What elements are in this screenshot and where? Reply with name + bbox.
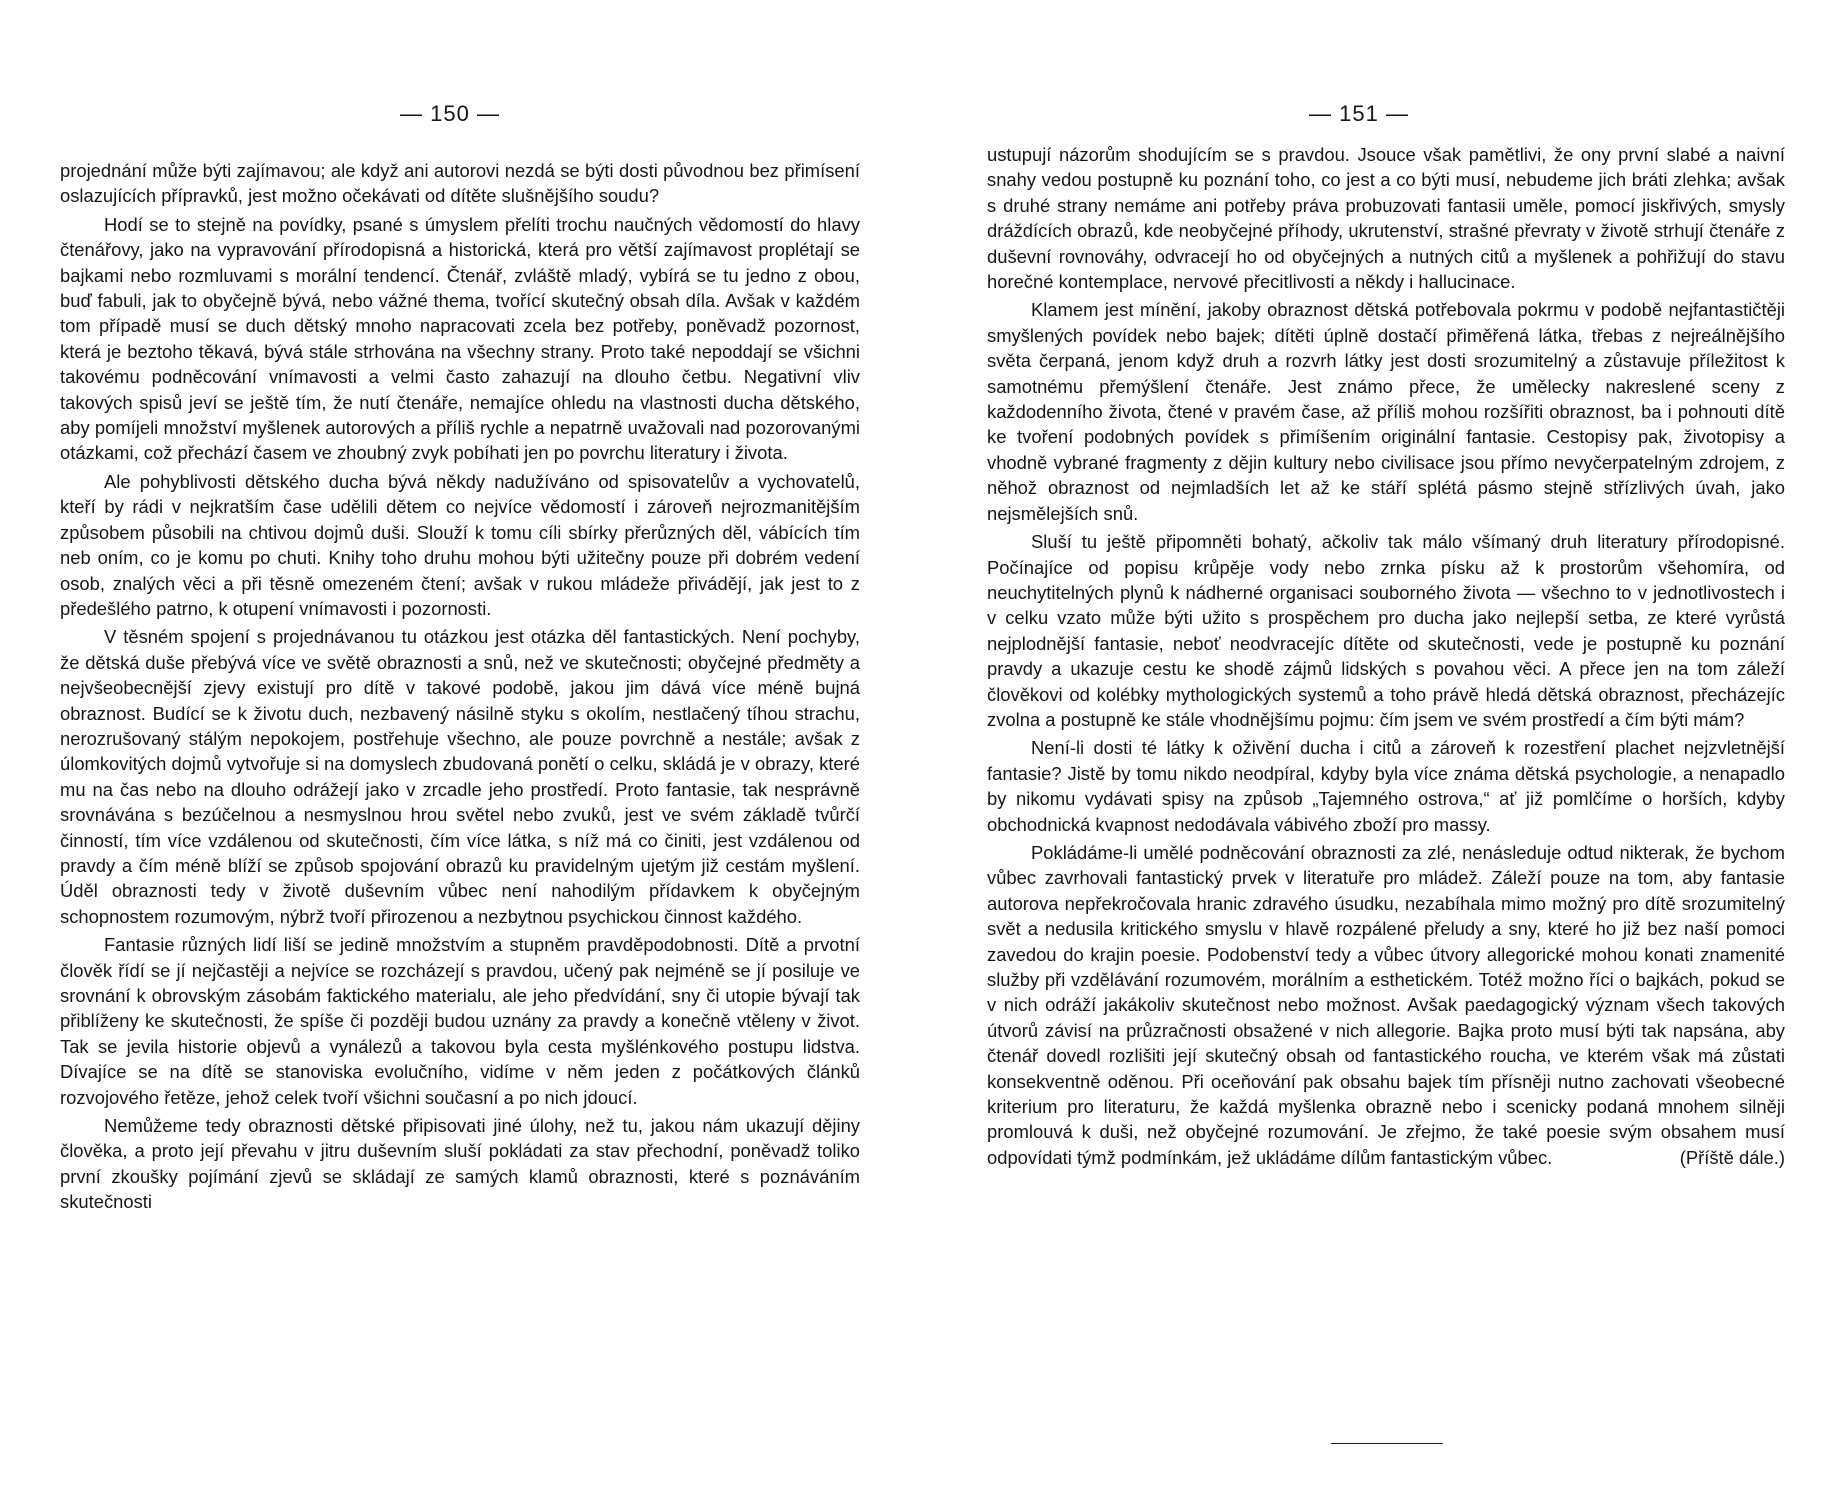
continuation-note: (Příště dále.)	[1679, 1146, 1785, 1168]
paragraph: Není-li dosti té látky k oživění ducha i citů a zároveň k rozestření plachet nejzvletnější fantasie? Jistě by tomu nikdo neodpíral, kdyby byla více známa dětská psychologie, a nenapadlo by nikomu vydávati spisy na způsob „Tajemného ostrova,“ ať již pomlčíme o horších, kdyby obchodnická kvapnost nedodávala vábivého zboží pro massy.	[987, 737, 1785, 835]
final-paragraph	[987, 840, 1785, 1170]
paragraph: projednání může býti zajímavou; ale když ani autorovi nezdá se býti dosti původnou bez přimísení oslazujících přípravků, jest možno očekávati od dítěte slušnějšího soudu?	[60, 160, 860, 207]
page-number: — 150 —	[400, 101, 500, 126]
paragraph: Hodí se to stejně na povídky, psané s úmyslem přelíti trochu naučných vědomostí do hlavy čtenářovy, jako na vypravování přírodopisná a historická, která pro větší zajímavost proplétají se bajkami nebo rozmluvami s morální tendencí. Čtenář, zvláště mladý, vybírá se tu jedno z obou, buď fabuli, jak to obyčejně bývá, nebo vážné thema, tvořící skutečný obsah díla. Avšak v každém tom případě musí se duch dětský mnoho napracovati zcela bez potřeby, poněvadž pozornost, která je beztoho těkavá, bývá stále strhována na všechny strany. Proto také nepoddají se všichni takovému podněcování vnímavosti a velmi často zahazují na dlouho četbu. Negativní vliv takových spisů jeví se ještě tím, že nutí čtenáře, nemajíce ohledu na vlastnosti ducha dětského, aby pomíjeli množství myšlenek autorových a příliš rychle a nepatrně uvažovali nad pozorovanými otázkami, což přechází časem ve zhoubný zvyk pobíhati jen po povrchu literatury i života.	[60, 213, 860, 464]
paragraph: Ale pohyblivosti dětského ducha bývá někdy nadužíváno od spisovatelův a vychovatelů, kteří by rádi v nejkratším čase udělili dětem co nejvíce vědomostí i zároveň nejrozmanitějším způsobem působili na chtivou dojmů duši. Slouží k tomu cíli sbírky přerůzných děl, vábících tím neb oním, co je komu po chuti. Knihy toho druhu mohou býti užitečny pouze při dobrém vedení osob, znalých věci a při těsně omezeném čtení; avšak v rukou mládeže přivádějí, jak jest to z předešlého patrno, k otupení vnímavosti i pozornosti.	[60, 470, 860, 619]
right-page	[922, 0, 1844, 1500]
page-number: — 151 —	[1309, 101, 1409, 126]
paragraph: Sluší tu ještě připomněti bohatý, ačkoliv tak málo všímaný druh literatury přírodopisné. Počínajíce od popisu krůpěje vody nebo zrnka písku až k prostorům všehomíra, od neuchytitelných plynů k nádherné organisaci souborného života — všechno to v jednotlivostech i v celku vzato může býti užito s prospěchem pro ducha jako nejlepší setba, ze které vyrůstá nejplodnější fantasie, neboť neodvracejíc dítěte od skutečnosti, vede je postupně ku poznání pravdy a ukazuje cestu ke shodě zájmů lidských s povahou věci. A přece jen na tom záleží člověkovi od kolébky mythologických systemů a toho právě hledá dětská obraznost, přecházejíc zvolna a postupně ke stále vhodnějšímu pojmu: čím jsem ve svém prostředí a čím býti mám?	[987, 531, 1785, 730]
paragraph: ustupují názorům shodujícím se s pravdou. Jsouce však pamětlivi, že ony první slabé a naivní snahy vedou postupně ku poznání toho, co jest a co býti musí, nebudeme jich bráti zlehka; avšak s druhé strany nemáme ani potřeby práva probuzovati fantasii uměle, pomocí jiskřivých, smysly dráždících obrazů, kde neobyčejné příhody, ukrutenství, strašné převraty v životě strhují čtenáře z duševní rovnováhy, odvracejí ho od obyčejných a nutných citů a myšlenek a pohřižují do stavu horečné kontemplace, nervové přecitlivosti a někdy i hallucinace.	[987, 144, 1785, 293]
paragraph: Fantasie různých lidí liší se jedině množstvím a stupněm pravděpodobnosti. Dítě a prvotní člověk řídí se jí nejčastěji a nejvíce se rozcházejí s pravdou, učený pak nejméně se jí posiluje ve srovnání k obrovským zásobám faktického materialu, ale jeho předvídání, sny či utopie bývají tak přiblíženy ke skutečnosti, že spíše či později budou uznány za pravdy a konečně vtěleny v život. Tak se jevila historie objevů a vynálezů a takovou byla cesta myšlénkového postupu lidstva. Dívajíce se na dítě se stanoviska evolučního, vidíme v něm jeden z počátkových článků rozvojového řetěze, jehož celek tvoří všichni současní a po nich jdoucí.	[60, 934, 860, 1108]
paragraph: V těsném spojení s projednávanou tu otázkou jest otázka děl fantastických. Není pochyby, že dětská duše přebývá více ve světě obraznosti a snů, než ve skutečnosti; obyčejné předměty a nejvšeobecnější zjevy existují pro dítě v takové podobě, jakou jim dává více méně bujná obraznost. Budící se k životu duch, nezbavený násilně styku s okolím, nestlačený tíhou strachu, nerozrušovaný stálým nepokojem, postřehuje všechno, ale pouze povrchně a nestále; avšak z úlomkovitých dojmů vytvořuje si na domyslech zbudovaná ponětí o celku, skládá je v obrazy, které mu na čas nebo na dlouho odrážejí jako v zrcadle jeho prostředí. Proto fantasie, tak nesprávně srovnávána s bezúčelnou a nesmyslnou hrou světel nebo zvuků, jest ve svém základě tvůrčí činností, tím více vzdálenou od skutečnosti, čím více látka, s níž má co činiti, jest vzdálenou od pravdy a čím méně blíží se způsob spojování obrazů ku pravidelným ujetým již cestám myšlení. Úděl obraznosti tedy v životě duševním vůbec není nahodilým přídavkem k obyčejným schopnostem rozumovým, nýbrž tvoří přirozenou a nezbytnou psychickou činnost každého.	[60, 626, 860, 927]
paragraph: Klamem jest mínění, jakoby obraznost dětská potřebovala pokrmu v podobě nejfantastičtěji smyšlených povídek nebo bajek; dítěti úplně dostačí přiměřená látka, třebas z nejreálnějšího světa čerpaná, jenom když druh a rozvrh látky jest dosti srozumitelný a zůstavuje příležitost k samotnému přemýšlení čtenáře. Jest známo přece, že umělecky nakreslené sceny z každodenního života, čtené v pravém čase, až příliš mohou rozšířiti obraznost, ba i pohnouti dítě ke tvoření podobných povídek s přimíšením originální fantasie. Cestopisy pak, životopisy a vhodně vybrané fragmenty z dějin kultury nebo civilisace jsou přímo nevyčerpatelným zdrojem, z něhož obraznost od nejmladších let až ke stáří splétá pásmo stejně střízlivých úvah, jako nejsmělejších snů.	[987, 299, 1785, 524]
left-page-text	[60, 158, 860, 1218]
section-end-rule	[1331, 1443, 1443, 1444]
paragraph: Nemůžeme tedy obraznosti dětské připisovati jiné úlohy, než tu, jakou nám ukazují dějiny člověka, a proto její převahu v jitru duševním sluší pokládati za stav přechodní, poněvadž toliko první zkoušky pojímání zjevů se skládají ze samých klamů obraznosti, které s poznáváním skutečnosti	[60, 1115, 860, 1213]
right-page-text	[987, 142, 1785, 1173]
paragraph-text: Pokládáme-li umělé podněcování obraznosti za zlé, nenásleduje odtud nikterak, že bychom vůbec zavrhovali fantastický prvek v literatuře pro mládež. Záleží pouze na tom, aby fantasie autorova nepřekročovala hranic zdravého úsudku, nezabíhala mimo možný pro dítě srozumitelný svět a nedusila kritického smyslu v hlavě rozpálené přeludy a sny, které ho již bez naší pomoci zavedou do krajin poesie. Podobenství tedy a vůbec útvory allegorické mohou konati znamenité služby při vzdělávání rozumovém, morálním a esthetickém. Totéž možno říci o bajkách, pokud se v nich odráží jakákoliv skutečnost nebo možnost. Avšak paedagogický význam všech takových útvorů závisí na průzračnosti obsažené v nich allegorie. Bajka proto musí býti tak napsána, aby čtenář dovedl rozlišiti její skutečný obsah od fantastického roucha, ve kterém však má zůstati konsekventně oděnou. Při oceňování pak obsahu bajek tím přísněji nutno zachovati všeobecné kriterium pro literaturu, že každá myšlenka obrazně nebo i scenicky podaná mnohem silněji promlouvá k duši, než obyčejné rozumování. Je zřejmo, že také poesie svým obsahem musí odpovídati týmž podmínkám, jež ukládáme dílům fantastickým vůbec.	[987, 841, 1785, 1168]
